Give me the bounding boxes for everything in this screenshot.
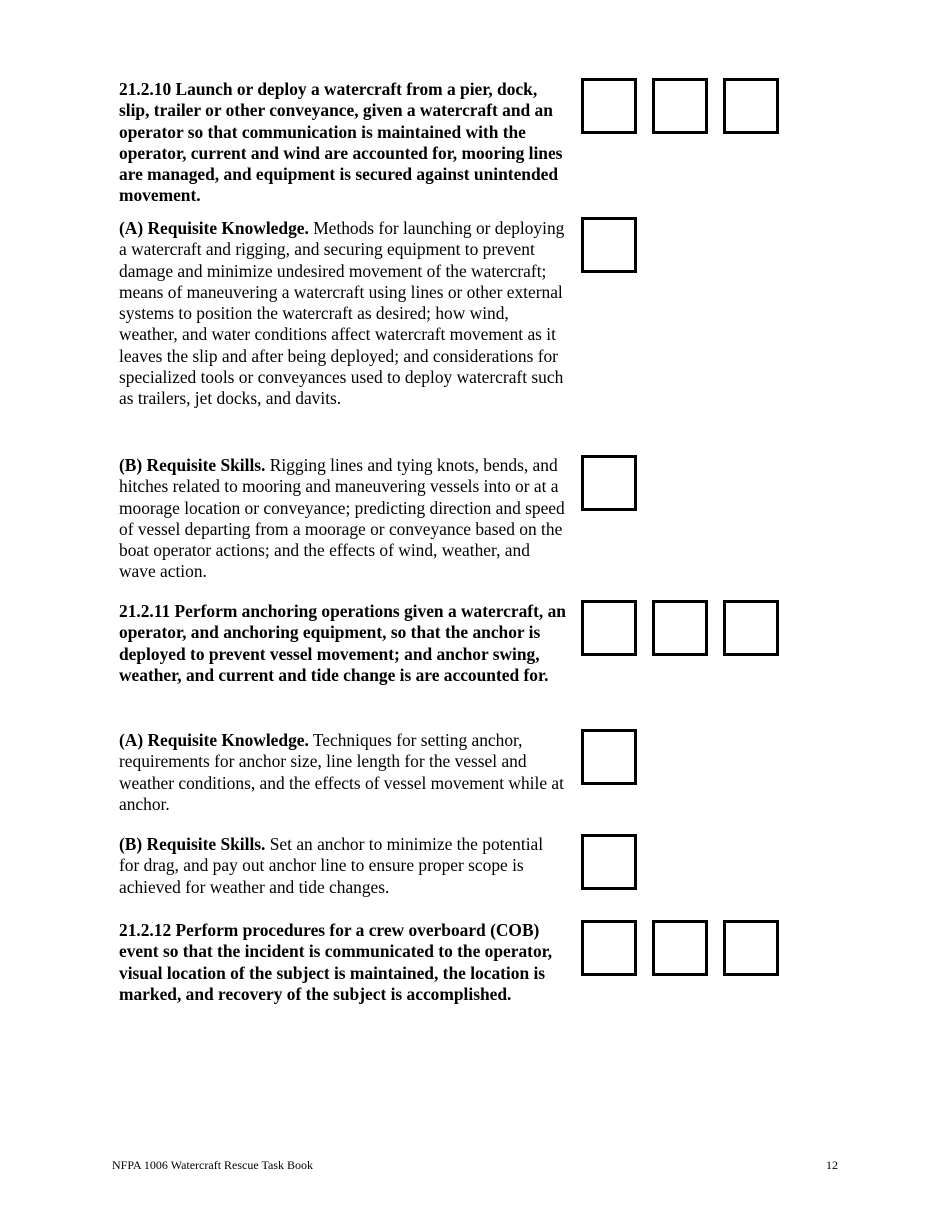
- section-21-2-11-knowledge: [119, 730, 567, 815]
- skills-text: Rigging lines and tying knots, bends, and hitches related to mooring and maneuvering vessels into or at a moorage location or conveyance; predicting direction and speed of vessel departing from a moorage or conveyance based on the boat operator actions; and the effects of wind, weather, and wave action.: [119, 455, 565, 582]
- section-21-2-10-skills: [119, 455, 567, 583]
- page-number: 12: [826, 1158, 838, 1172]
- knowledge-label: (A) Requisite Knowledge.: [119, 730, 309, 750]
- section-21-2-10-checkboxes: [581, 78, 779, 134]
- knowledge-signoff-box[interactable]: [581, 729, 637, 785]
- knowledge-text: Methods for launching or deploying a watercraft and rigging, and securing equipment to prevent damage and minimize undesired movement of the watercraft; means of maneuvering a watercraft using lines or other external systems to position the watercraft as desired; how wind, weather, and water conditions affect watercraft movement as it leaves the slip and after being deployed; and considerations for specialized tools or conveyances used to deploy watercraft such as trailers, jet docks, and davits.: [119, 218, 565, 409]
- skills-signoff-box[interactable]: [581, 455, 637, 511]
- knowledge-label: (A) Requisite Knowledge.: [119, 218, 309, 238]
- signoff-box-3[interactable]: [723, 78, 779, 134]
- section-21-2-11-skills: [119, 834, 567, 898]
- section-21-2-12-checkboxes: [581, 920, 779, 976]
- skills-signoff-box[interactable]: [581, 834, 637, 890]
- footer-title: NFPA 1006 Watercraft Rescue Task Book: [112, 1158, 313, 1172]
- signoff-box-1[interactable]: [581, 600, 637, 656]
- knowledge-signoff-box[interactable]: [581, 217, 637, 273]
- signoff-box-1[interactable]: [581, 920, 637, 976]
- section-21-2-10-skills-checkbox: [581, 455, 637, 511]
- section-21-2-11-checkboxes: [581, 600, 779, 656]
- signoff-box-2[interactable]: [652, 920, 708, 976]
- section-21-2-11-skills-checkbox: [581, 834, 637, 890]
- section-21-2-11-knowledge-checkbox: [581, 729, 637, 785]
- signoff-box-3[interactable]: [723, 600, 779, 656]
- knowledge-text: Techniques for setting anchor, requirements for anchor size, line length for the vessel and weather conditions, and the effects of vessel movement while at anchor.: [119, 730, 564, 814]
- skills-label: (B) Requisite Skills.: [119, 455, 266, 475]
- section-21-2-11-heading: 21.2.11 Perform anchoring operations given a watercraft, an operator, and anchoring equipment, so that the anchor is deployed to prevent vessel movement; and anchor swing, weather, and current and tide change is are accounted for.: [119, 601, 566, 685]
- signoff-box-2[interactable]: [652, 600, 708, 656]
- section-21-2-10-knowledge: [119, 218, 567, 410]
- signoff-box-2[interactable]: [652, 78, 708, 134]
- signoff-box-1[interactable]: [581, 78, 637, 134]
- signoff-box-3[interactable]: [723, 920, 779, 976]
- section-21-2-10-heading: 21.2.10 Launch or deploy a watercraft from a pier, dock, slip, trailer or other conveyance, given a watercraft and an operator so that communication is maintained with the operator, current and wind are accounted for, mooring lines are managed, and equipment is secured against unintended movement.: [119, 79, 563, 206]
- skills-text: Set an anchor to minimize the potential for drag, and pay out anchor line to ensure proper scope is achieved for weather and tide changes.: [119, 834, 544, 897]
- skills-label: (B) Requisite Skills.: [119, 834, 266, 854]
- section-21-2-10-knowledge-checkbox: [581, 217, 637, 273]
- section-21-2-12-heading: 21.2.12 Perform procedures for a crew overboard (COB) event so that the incident is communicated to the operator, visual location of the subject is maintained, the location is marked, and recovery of the subject is accomplished.: [119, 920, 553, 1004]
